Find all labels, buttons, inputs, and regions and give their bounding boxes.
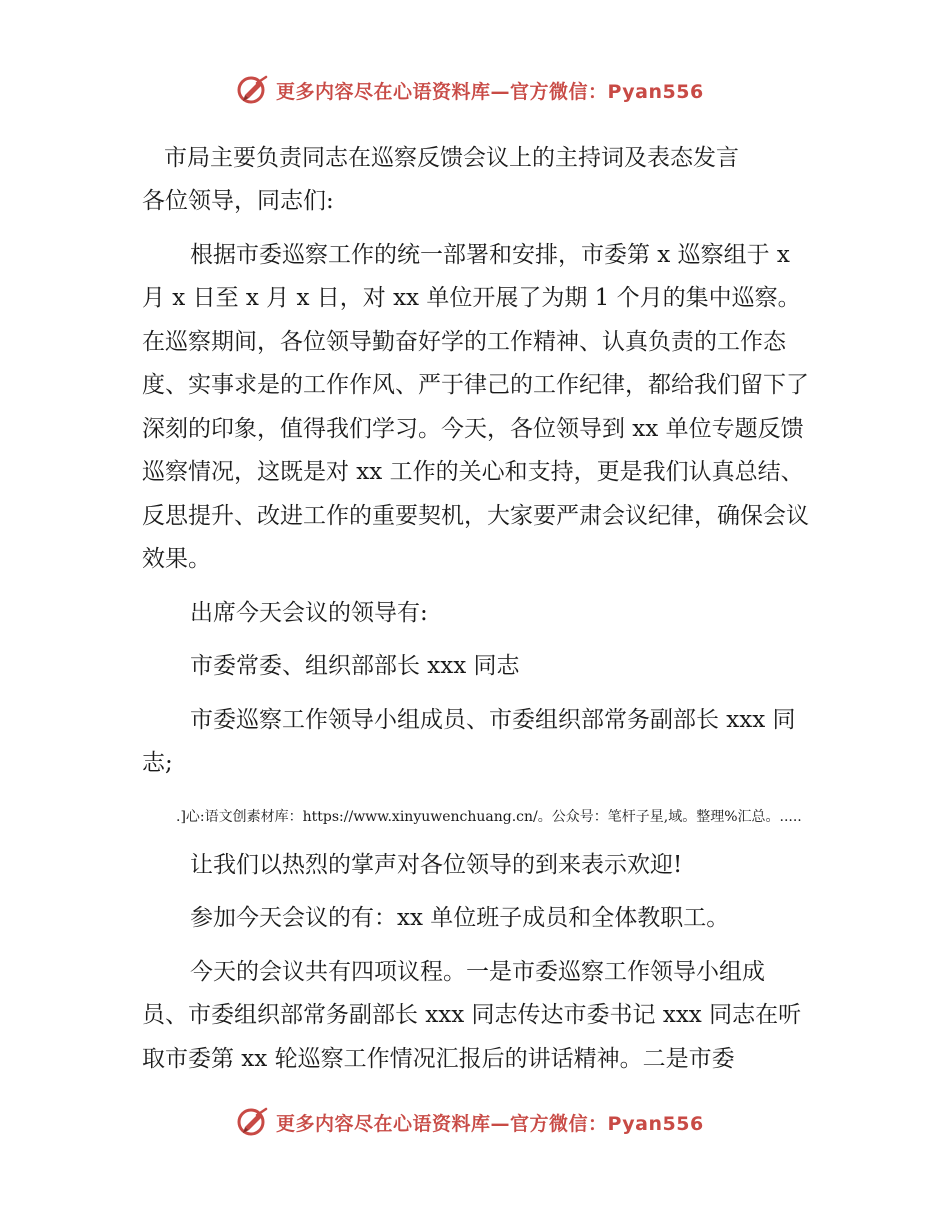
header-banner <box>236 70 756 110</box>
document-body <box>142 136 810 1081</box>
footer-banner <box>236 1102 756 1142</box>
logo-icon <box>236 73 270 107</box>
source-note: .]心:语文创素材库：https://www.xinyuwenchuang.cn/。公众号：笔杆子星,域。整理%汇总。..... <box>176 808 802 825</box>
banner-text: 更多内容尽在心语资料库—官方微信：Pyan556 <box>276 80 704 103</box>
document-title: 市局主要负责同志在巡察反馈会议上的主持词及表态发言 <box>164 145 739 171</box>
paragraph: 让我们以热烈的掌声对各位领导的到来表示欢迎! <box>190 851 683 878</box>
banner-text: 更多内容尽在心语资料库—官方微信：Pyan556 <box>276 1112 704 1135</box>
logo-icon <box>236 1105 270 1139</box>
paragraph: 市委巡察工作领导小组成员、市委组织部常务副部长 xxx 同志; <box>142 706 796 776</box>
paragraph: 今天的会议共有四项议程。一是市委巡察工作领导小组成员、市委组织部常务副部长 xxx 同志传达市委书记 xxx 同志在听取市委第 xx 轮巡察工作情况汇报后的讲话精神。二是市委 <box>142 958 802 1072</box>
paragraph: 市委常委、组织部部长 xxx 同志 <box>190 653 520 679</box>
paragraph: 参加今天会议的有：xx 单位班子成员和全体教职工。 <box>190 905 730 931</box>
paragraph: 根据市委巡察工作的统一部署和安排，市委第 x 巡察组于 x 月 x 日至 x 月 x 日，对 xx 单位开展了为期 1 个月的集中巡察。在巡察期间，各位领导勤奋好学的工作精神、认真负责的工作态度、实事求是的工作作风、严于律己的工作纪律，都给我们留下了深刻的印象，值得我们学习。今天，各位领导到 xx 单位专题反馈巡察情况，这既是对 xx 工作的关心和支持，更是我们认真总结、反思提升、改进工作的重要契机，大家要严肃会议纪律，确保会议效果。 <box>142 241 809 572</box>
paragraph: 出席今天会议的领导有: <box>190 599 428 626</box>
salutation: 各位领导，同志们: <box>142 188 334 214</box>
